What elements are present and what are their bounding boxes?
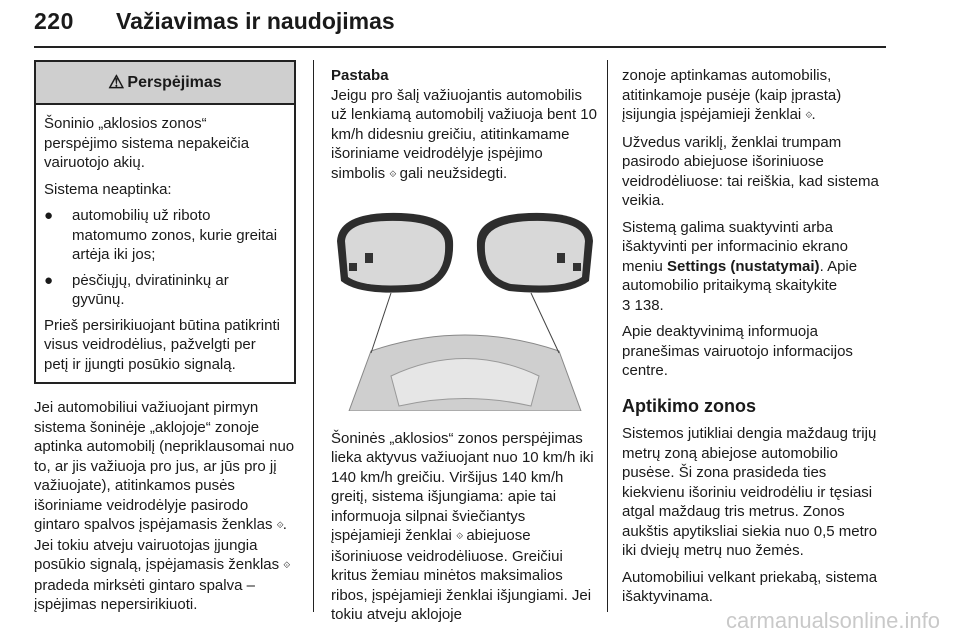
body-paragraph: Sistemos jutikliai dengia maždaug trijų metrų zoną abiejose automobilio pusėse. Ši zona prasideda ties kiekvienu išoriniu veidrodėliu ir tęsiasi atgal maždaug tris metrus. Zonos aukštis apytiksliai siekia nuo 0,5 metro iki dviejų metrų nuo žemės. xyxy=(622,425,878,559)
body-paragraph: Sistemą galima suaktyvinti arba išaktyvinti per informacinio ekrano meniu Settings (nustatymai). Apie automobilio pritaikymą skaitykite 3 138. xyxy=(622,218,858,314)
body-paragraph: Šoninės „aklosios“ zonos perspėjimas lieka aktyvus važiuojant nuo 10 km/h iki 140 km/h greičiu. Viršijus 140 km/h greitį, sistema išjungiama: apie tai informuoja silpnai šviečiantys įspėjamieji ženklai ⟐ abiejuose išoriniuose veidrodėliuose. Greičiui kritus žemiau minėtos maksimalios ribos, įspėjamieji ženklai išjungiami. Jei tokiu atveju aklojoje xyxy=(331,429,594,623)
list-item: ● automobilių už riboto matomumo zonos, kurie greitai artėja iki jos; xyxy=(44,207,278,263)
note-text: Jeigu pro šalį važiuojantis automobilis už lenkiamą automobilį važiuoja bent 10 km/h didesniu greičiu, atitinkamame išoriniame veidrodėlyje įspėjimo simbolis ⟐ gali neužsidegti. xyxy=(331,86,597,182)
warning-triangle-icon: ⚠ xyxy=(108,71,125,92)
page-header xyxy=(34,4,886,48)
body-paragraph: zonoje aptinkamas automobilis, atitinkamoje pusėje (kaip įprasta) įsijungia įspėjamieji ženklai ⟐. xyxy=(622,67,842,123)
note-title: Pastaba xyxy=(331,67,389,84)
warning-text: Sistema neaptinka: xyxy=(44,180,172,198)
watermark: carmanualsonline.info xyxy=(725,608,940,633)
warning-text: Prieš persirikiuojant būtina patikrinti visus veidrodėlius, pažvelgti per petį ir įjungti posūkio signalą. xyxy=(44,316,280,373)
page-reference: 3 138. xyxy=(622,296,664,314)
bullet-icon: ● xyxy=(44,207,54,224)
column-1 xyxy=(34,60,296,622)
column-3 xyxy=(622,66,890,614)
warning-title: Perspėjimas xyxy=(127,73,222,91)
body-paragraph: Apie deaktyvinimą informuoja pranešimas vairuotojo informacijos centre. xyxy=(622,323,853,379)
warning-header xyxy=(36,62,294,105)
column-divider xyxy=(607,60,608,612)
warning-text: Šoninio „aklosios zonos“ perspėjimo sistema nepakeičia vairuotojo akių. xyxy=(44,115,250,171)
blind-spot-symbol-icon: ⟐ xyxy=(456,531,463,541)
blind-spot-symbol-icon: ⟐ xyxy=(389,168,396,179)
mirror-illustration xyxy=(331,201,599,411)
chapter-title: Važiavimas ir naudojimas xyxy=(116,8,395,34)
bullet-icon: ● xyxy=(44,271,54,289)
page-number: 220 xyxy=(34,8,74,34)
column-divider xyxy=(313,60,314,612)
warning-box xyxy=(34,60,296,384)
list-item: ● pėsčiųjų, dviratininkų ar gyvūnų. xyxy=(44,271,229,308)
column-2 xyxy=(331,66,599,632)
body-paragraph: Automobiliui velkant priekabą, sistema išaktyvinama. xyxy=(622,568,878,605)
blind-spot-symbol-icon: ⟐ xyxy=(283,560,290,570)
section-heading: Aptikimo zonos xyxy=(622,395,756,416)
body-paragraph: Jei automobiliui važiuojant pirmyn sistema šoninėje „aklojoje“ zonoje aptinka automobilį (nepriklausomai nuo to, ar jis važiuoja pro jus, ar jūs pro jį važiuojate), atitinkamos pusės išoriniame veidrodėlyje pasirodo gintaro spalvos įspėjamasis ženklas ⟐. Jei tokiu atveju vairuotojas įjungia posūkio signalą, įspėjamasis ženklas ⟐ pradeda mirksėti gintaro spalva – įspėjimas nepersirikiuoti. xyxy=(34,399,295,613)
warning-body xyxy=(36,105,294,382)
body-paragraph: Užvedus variklį, ženklai trumpam pasirodo abiejuose išoriniuose veidrodėliuose: tai reiškia, kad sistema veikia. xyxy=(622,133,879,209)
blind-spot-symbol-icon: ⟐ xyxy=(276,520,283,530)
blind-spot-symbol-icon: ⟐ xyxy=(805,110,812,120)
